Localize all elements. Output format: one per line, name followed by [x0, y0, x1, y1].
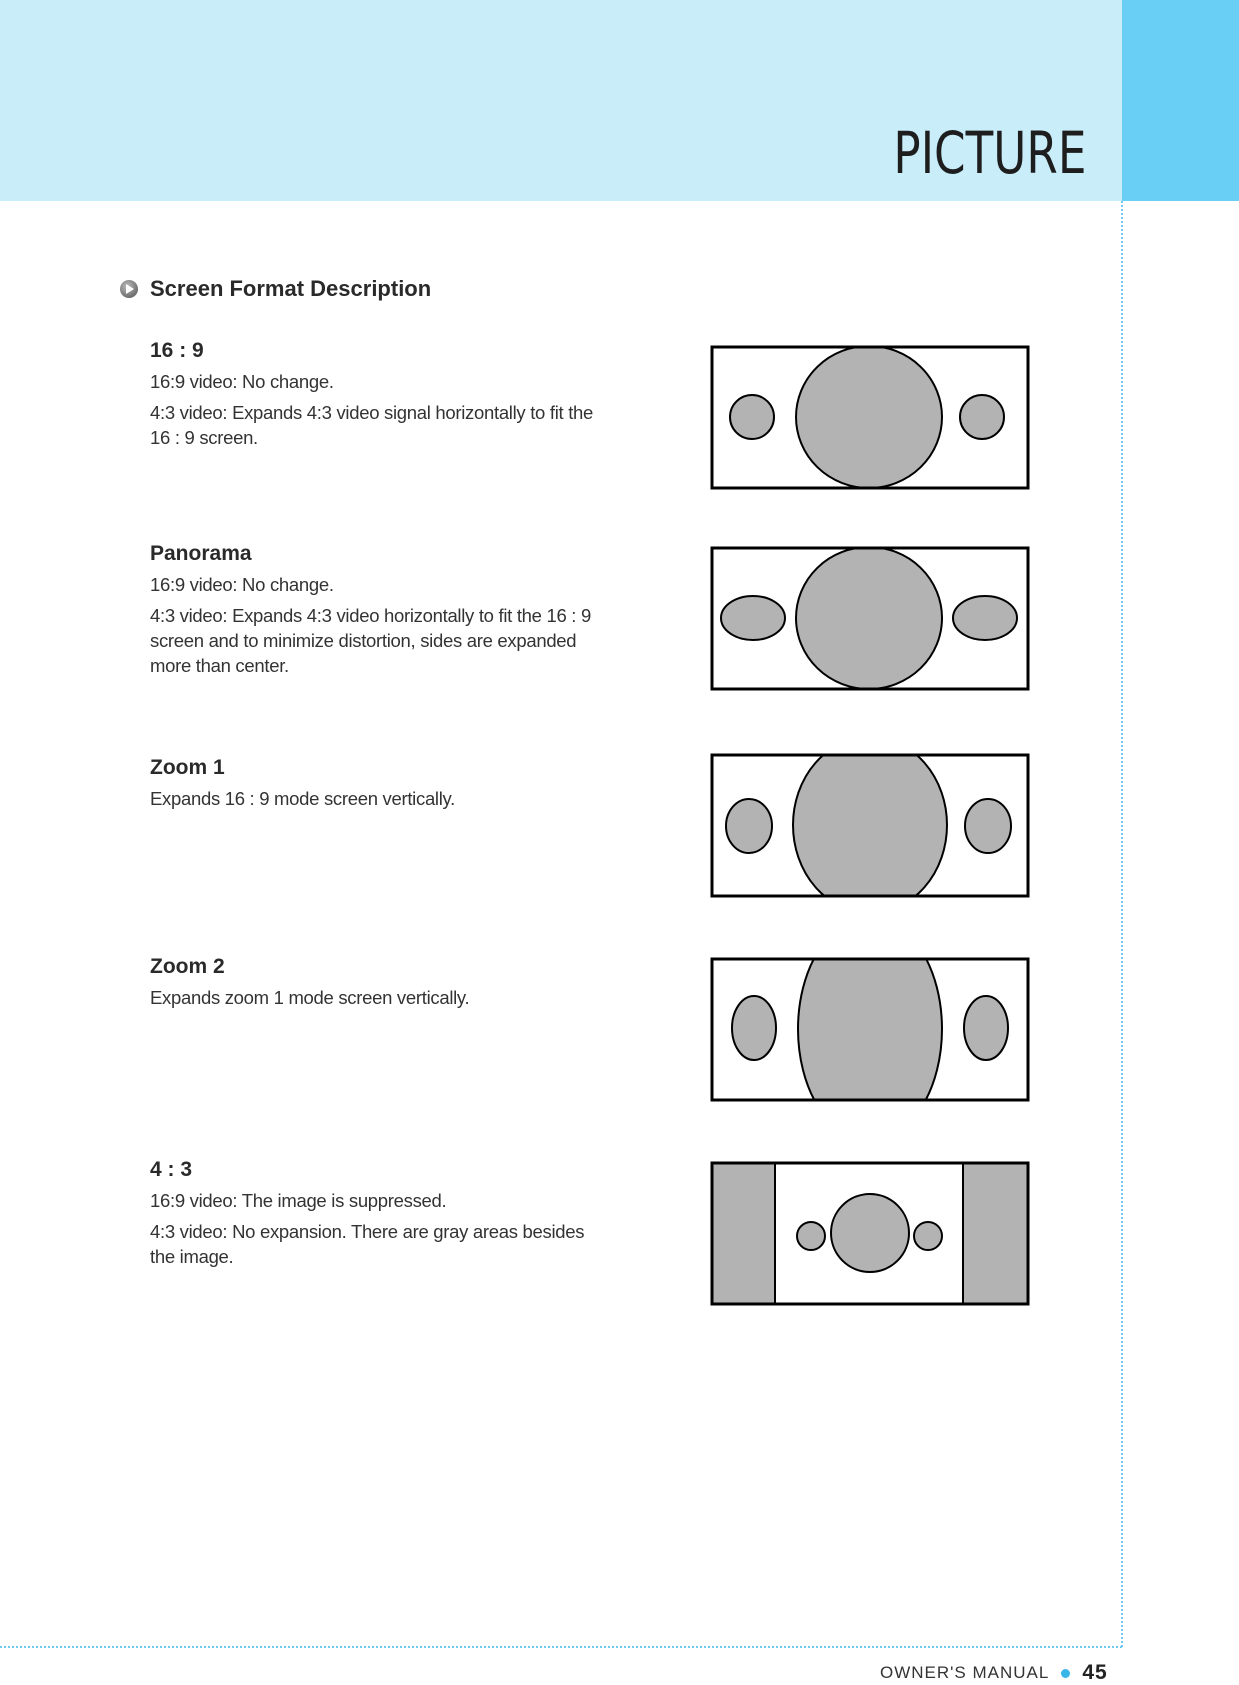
diagram-zoom-2	[710, 957, 1030, 1102]
diagram-center-circle	[796, 547, 942, 689]
vertical-guide-line	[1121, 201, 1123, 1647]
diagram-center-circle	[796, 346, 942, 488]
header-tab	[1122, 0, 1239, 201]
format-title: Zoom 2	[150, 955, 225, 978]
format-item-zoom-1	[150, 756, 600, 811]
diagram-center-ellipse	[793, 753, 947, 898]
section-heading-text: Screen Format Description	[150, 276, 432, 301]
footer-label: OWNER'S MANUAL	[880, 1663, 1050, 1682]
diagram-left-ellipse	[721, 596, 785, 640]
format-title: Panorama	[150, 542, 252, 565]
format-item-16-9	[150, 339, 600, 450]
format-description-line: Expands 16 : 9 mode screen vertically.	[150, 788, 455, 809]
diagram-right-bar	[963, 1163, 1028, 1304]
diagram-left-ellipse	[726, 799, 772, 853]
diagram-panorama	[710, 546, 1030, 691]
footer	[880, 1661, 1108, 1685]
format-item-4-3	[150, 1158, 600, 1269]
format-title: 4 : 3	[150, 1158, 193, 1181]
page-title: PICTURE	[893, 119, 1086, 187]
diagram-zoom-1	[710, 753, 1030, 898]
format-item-zoom-2	[150, 955, 600, 1010]
diagram-right-circle	[914, 1222, 942, 1250]
bullet-arrow-icon	[120, 280, 138, 298]
diagram-right-circle	[960, 395, 1004, 439]
diagram-center-ellipse	[798, 957, 942, 1102]
diagram-left-circle	[730, 395, 774, 439]
diagram-center-circle	[831, 1194, 909, 1272]
format-description-line: 16:9 video: No change.	[150, 574, 334, 595]
format-description-line: 16:9 video: No change.	[150, 371, 334, 392]
format-title: Zoom 1	[150, 756, 225, 779]
format-description-line: 4:3 video: Expands 4:3 video signal horizontally to fit the 16 : 9 screen.	[150, 402, 594, 448]
diagram-left-circle	[797, 1222, 825, 1250]
diagram-right-ellipse	[953, 596, 1017, 640]
section-heading	[120, 274, 431, 304]
diagram-left-bar	[712, 1163, 775, 1304]
format-description-line: 4:3 video: No expansion. There are gray areas besides the image.	[150, 1221, 585, 1267]
diagram-right-ellipse	[964, 996, 1008, 1060]
diagram-16-9	[710, 345, 1030, 490]
diagram-right-ellipse	[965, 799, 1011, 853]
format-item-panorama	[150, 542, 600, 678]
diagram-4-3	[710, 1161, 1030, 1306]
format-description-line: 4:3 video: Expands 4:3 video horizontally to fit the 16 : 9 screen and to minimize distortion, sides are expanded more than center.	[150, 605, 591, 676]
horizontal-guide-line	[0, 1646, 1122, 1648]
format-description-line: 16:9 video: The image is suppressed.	[150, 1190, 447, 1211]
format-description-line: Expands zoom 1 mode screen vertically.	[150, 987, 470, 1008]
format-title: 16 : 9	[150, 339, 204, 362]
footer-dot-icon	[1061, 1669, 1070, 1678]
page-number: 45	[1082, 1661, 1108, 1684]
diagram-left-ellipse	[732, 996, 776, 1060]
